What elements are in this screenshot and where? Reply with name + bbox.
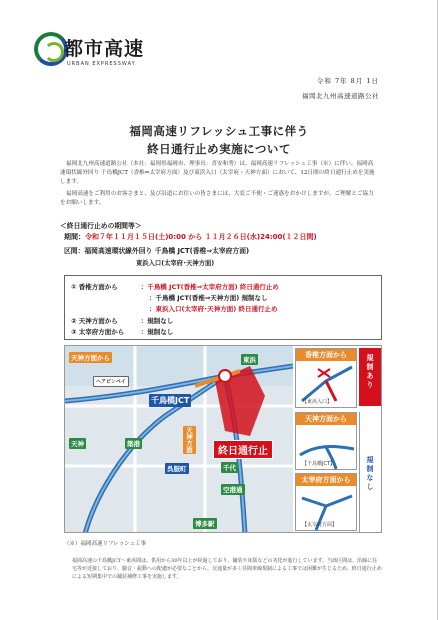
issue-date: 令和 7年 8月 1日: [316, 77, 379, 85]
row-number: ③: [71, 328, 77, 336]
map-label-tenjin: 天神: [71, 440, 84, 448]
logo-name: 都市高速: [64, 38, 145, 60]
row-number: ②: [71, 317, 77, 325]
panel-dazaifu: [295, 473, 357, 531]
map-label-east: 東浜: [243, 356, 256, 364]
body-paragraph-2: 福岡高速をご利用のお客さまと、及び沿道にお住いの皆さまには、大変ご不便・ご迷惑をおかけしますが、ご理解とご協力をお願いします。: [60, 191, 374, 206]
panel-dazaifu-head: 太宰府方面から: [296, 474, 356, 486]
restriction-row: [149, 293, 268, 302]
row-text: 規制なし: [147, 328, 174, 336]
row-separator: ：: [140, 328, 148, 336]
map-label-hakata-st: 博多駅: [195, 520, 215, 528]
map-label-tenjin-from: 天神方面から: [71, 354, 110, 362]
row-text: 千鳥橋 JCT(香椎⇒太宰府方面) 終日通行止め: [147, 283, 279, 291]
side-label-unrestricted: 規制なし: [366, 456, 374, 492]
row-separator: ：: [149, 305, 156, 313]
panel-dazaifu-note: 【太宰府方面】: [302, 522, 338, 528]
map-label-shukusai: 築港: [127, 440, 140, 448]
restriction-row: [71, 327, 173, 336]
row-direction: 太宰府方面から: [78, 328, 125, 336]
row-separator: ：: [140, 317, 148, 325]
period-label: 期間：: [64, 233, 85, 241]
company-logo: [34, 30, 144, 74]
map-label-chiyo: 千代: [223, 464, 236, 472]
row-direction: 天神方面から: [78, 317, 118, 325]
map-label-ramp: ヘアピンペイ: [93, 376, 129, 387]
route-map: [64, 345, 382, 533]
map-label-gokusho: 呉服町: [167, 465, 187, 473]
body-paragraph-1: 福岡北九州高速道路公社（本社：福岡県福岡市、理事長：喜安和秀）は、福岡高速リフレッシュ工事（※）に伴い、福岡高速環状線外回り 千鳥橋JCT（香椎⇒太宰府方面）及び東浜入口（太宰府・天神方面）において、12日間の終日通行止めを実施します。: [60, 161, 375, 185]
row-direction: 香椎方面から: [78, 283, 118, 291]
issuer: 福岡北九州高速道路公社: [302, 92, 379, 100]
restriction-row: [149, 304, 277, 313]
map-label-chidoribashi: 千鳥橋JCT: [151, 396, 190, 405]
note-text: 福岡高速の千鳥橋JCT～東浜間は、供用から30年以上が経過しており、舗装や床版などの劣化が進行しています。当該区間は、沿線に住宅等が近接しており、騒音・振動への配慮が必要なことから、交通量が多く昼間車線規制による工事では困難が生じるため、終日通行止めによる短期集中での舗装補修工事を実施します。: [72, 558, 382, 580]
side-label-restricted: 規制あり: [366, 354, 374, 390]
row-text: 規制なし: [147, 317, 174, 325]
panel-tenjin-note: 【千鳥橋JCT】: [302, 461, 336, 467]
restriction-box: [64, 275, 382, 340]
title-line-1: 福岡高速リフレッシュ工事に伴う: [129, 124, 309, 138]
map-label-dazaifu-vertical: 天神方面: [183, 426, 196, 454]
panel-tenjin-head: 天神方面から: [296, 413, 356, 425]
logo-mark-icon: [34, 32, 68, 66]
logo-subtitle: URBAN EXPRESSWAY: [67, 61, 136, 67]
row-text: 千鳥橋 JCT(香椎⇒天神方面) 規制なし: [155, 294, 268, 302]
row-text: 東浜入口(太宰府･天神方面) 終日通行止め: [155, 305, 278, 313]
section-line-2: 東浜入口(太宰府･天神方面): [136, 260, 215, 267]
title-line-2: 終日通行止め実施について: [147, 142, 291, 156]
panel-kashii: [295, 348, 357, 408]
panel-tenjin: [295, 412, 357, 470]
period-line: [64, 232, 317, 242]
period-value: 令和７年１１月１５日(土)0:00 から １１月２６日(水)24:00(１２日間): [85, 233, 317, 241]
row-number: ①: [71, 283, 77, 291]
panel-kashii-note: 【東浜入口】: [302, 399, 333, 405]
map-label-closed: 終日通行止: [213, 440, 273, 459]
row-separator: ：: [140, 283, 148, 291]
note-heading: （※）福岡高速リフレッシュ工事: [64, 541, 147, 547]
restriction-row: [71, 282, 279, 291]
restriction-row: [71, 316, 173, 325]
map-label-kamiwa: 空港通: [223, 486, 243, 494]
section-line: 区間：福岡高速環状線外回り 千鳥橋 JCT(香椎⇒太宰府方面): [64, 247, 250, 255]
panel-kashii-head: 香椎方面から: [296, 349, 356, 361]
period-heading: ＜終日通行止めの期間等＞: [60, 222, 142, 230]
row-separator: ：: [149, 294, 156, 302]
